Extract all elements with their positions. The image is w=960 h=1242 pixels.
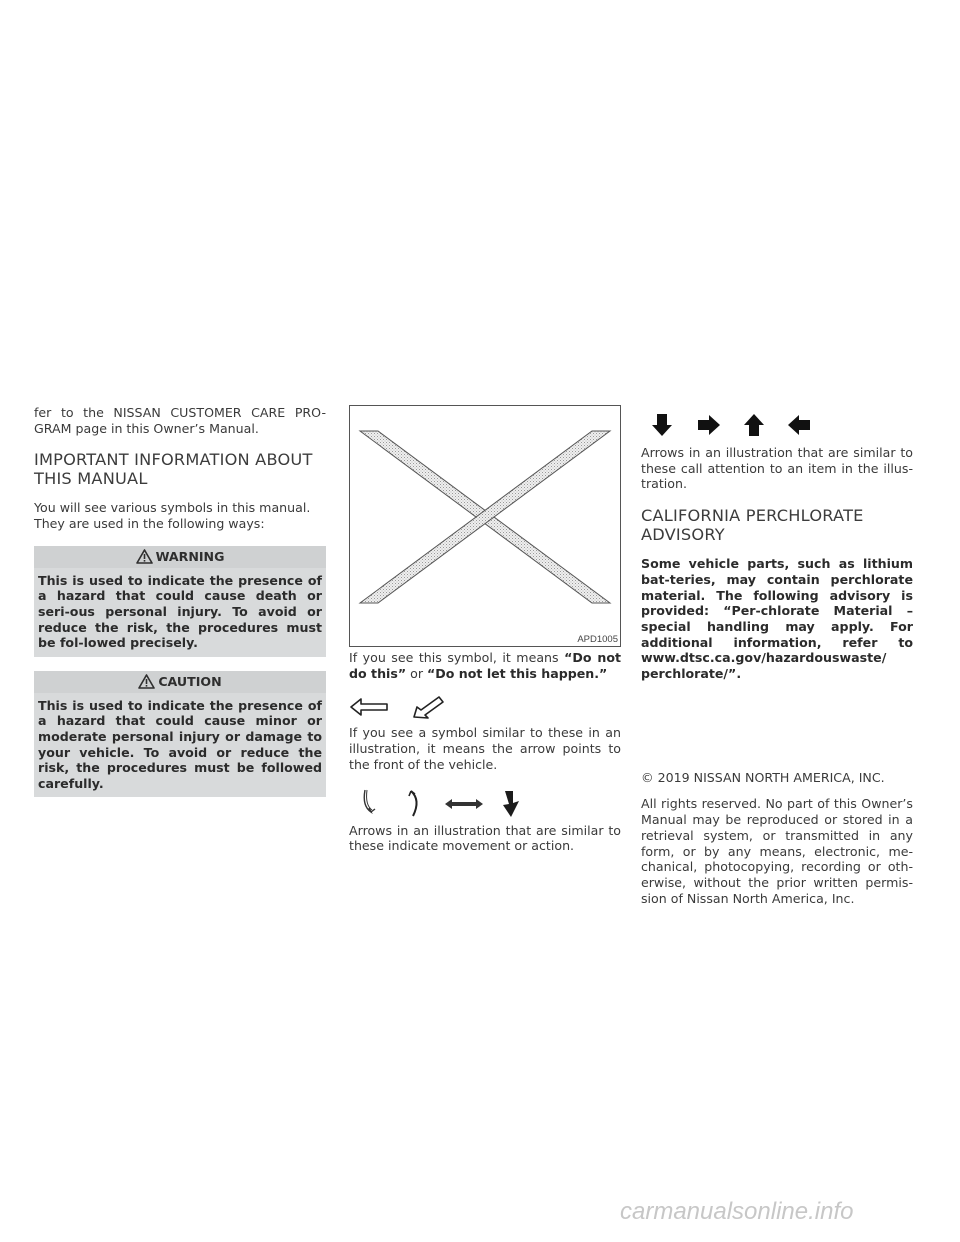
- front-arrow-icon: [349, 695, 391, 719]
- curved-arrow-down-icon: [361, 788, 379, 820]
- symbols-intro-text: You will see various symbols in this manual. They are used in the following ways:: [34, 500, 311, 532]
- bent-arrow-icon: [499, 789, 525, 819]
- do-not-lead-text: If you see this symbol, it means: [349, 650, 565, 665]
- intro-text: fer to the NISSAN CUSTOMER CARE PRO-GRAM page in this Owner’s Manual.: [34, 405, 326, 436]
- rights-text: All rights reserved. No part of this Owner’s Manual may be reproduced or stored in a retrieval system, or transmitted in any form, or by any means, electronic, me-chanical, photocopying, recording or oth-erwise, without the prior written permis-sion of Nissan North America, Inc.: [641, 796, 913, 906]
- warning-box: [34, 546, 326, 657]
- caution-title: CAUTION: [158, 674, 222, 690]
- caution-box: [34, 671, 326, 798]
- do-not-phrase-2: “Do not let this happen.”: [427, 665, 608, 681]
- do-not-explanation: [349, 650, 621, 681]
- copyright-text: © 2019 NISSAN NORTH AMERICA, INC.: [641, 769, 885, 785]
- movement-arrow-icons: [349, 787, 621, 821]
- movement-arrow-explanation: Arrows in an illustration that are similar to these indicate movement or action.: [349, 822, 621, 854]
- front-arrow-angled-icon: [411, 694, 447, 720]
- arrow-right-icon: [697, 414, 721, 436]
- arrow-down-icon: [651, 413, 673, 437]
- warning-triangle-icon: [138, 674, 155, 689]
- cross-x-icon: [350, 406, 620, 646]
- watermark: carmanualsonline.info: [620, 1198, 854, 1225]
- arrow-left-icon: [787, 414, 811, 436]
- figure-code: APD1005: [577, 634, 618, 645]
- do-not-or-text: or: [406, 665, 428, 681]
- caution-body: This is used to indicate the presence of a hazard that could cause minor or moderate personal injury or damage to your vehicle. To avoid or reduce the risk, the procedures must be followed carefully.: [38, 697, 322, 791]
- do-not-phrase-1: “Do not do this”: [349, 650, 622, 681]
- warning-body: This is used to indicate the presence of a hazard that could cause death or seri-ous personal injury. To avoid or reduce the risk, the procedures must be fol-lowed precisely.: [38, 572, 322, 651]
- arrow-up-icon: [743, 413, 765, 437]
- caution-header: [34, 671, 326, 693]
- do-not-symbol-figure: [349, 405, 621, 647]
- perchlorate-advisory-text: Some vehicle parts, such as lithium bat-teries, may contain perchlorate material. The following advisory is provided: “Per-chlorate Material – special handling may apply. For additional information, refer to www.dtsc.ca.gov/hazardouswaste/ perchlorate/”.: [641, 556, 913, 682]
- section-heading-important-info: IMPORTANT INFORMATION ABOUT THIS MANUAL: [34, 450, 313, 489]
- curved-arrow-up-icon: [405, 788, 423, 820]
- left-column: [34, 405, 326, 797]
- double-arrow-icon: [443, 794, 485, 814]
- middle-column: [349, 405, 621, 854]
- warning-title: WARNING: [155, 549, 225, 565]
- right-column: [641, 405, 913, 906]
- warning-triangle-icon: [136, 549, 153, 564]
- front-arrow-explanation: If you see a symbol similar to these in an illustration, it means the arrow points to the front of the vehicle.: [349, 725, 621, 772]
- warning-header: [34, 546, 326, 568]
- section-heading-perchlorate: CALIFORNIA PERCHLORATE ADVISORY: [641, 506, 864, 545]
- front-arrow-icons: [349, 693, 621, 721]
- callout-arrow-icons: [641, 411, 913, 439]
- callout-arrow-explanation: Arrows in an illustration that are similar to these call attention to an item in the illus-tration.: [641, 445, 913, 492]
